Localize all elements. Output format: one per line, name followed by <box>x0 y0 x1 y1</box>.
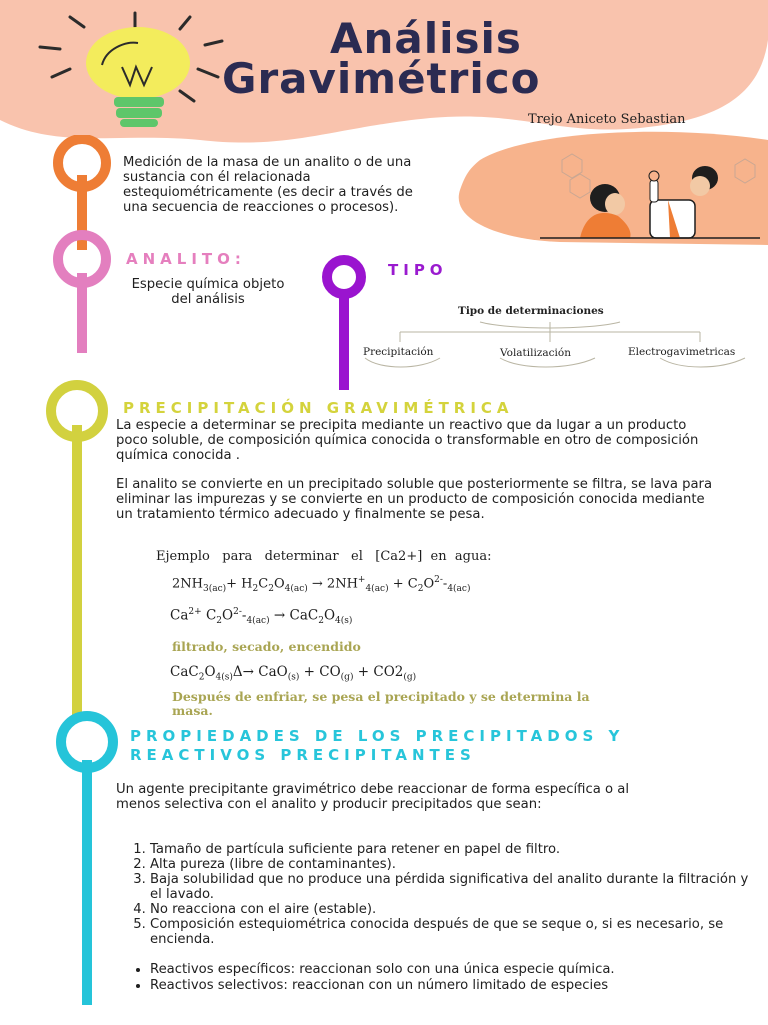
propiedades-intro: Un agente precipitante gravimétrico debe reaccionar de forma específica o al menos selectiva con el analito y producir precipitados que sean: <box>116 782 630 812</box>
final-note: Después de enfriar, se pesa el precipitado y se determina la masa. <box>172 689 590 718</box>
tree-item-volatilizacion: Volatilización <box>500 347 571 359</box>
lightbulb-icon <box>30 5 230 135</box>
equation-2: $Ca^{2+}$ $C_2O^{2-}-_{4(ac)} \to CaC_2O_{4(s)}$ <box>170 607 353 627</box>
tipo-heading: TIPO <box>388 261 448 279</box>
page-title-line2: Gravimétrico <box>222 54 541 103</box>
propiedades-heading: PROPIEDADES DE LOS PRECIPITADOS Y REACTIVOS PRECIPITANTES <box>130 727 625 764</box>
analito-heading: ANALITO: <box>126 250 246 268</box>
reactivos-list <box>116 962 710 993</box>
equation-1: $2NH_{3(ac)}+ H_2C_2O_{4(ac)} \to 2NH^+_{4(ac)} + C_2O^{2-}-_{4(ac)}$ <box>172 575 471 594</box>
property-item: 3. Baja solubilidad que no produce una pérdida significativa del analito durante la filtración y el lavado. <box>150 872 750 902</box>
step-note: filtrado, secado, encendido <box>172 639 361 654</box>
author-name: Trejo Aniceto Sebastian <box>528 112 686 127</box>
precipitacion-paragraph-2: El analito se convierte en un precipitado soluble que posteriormente se filtra, se lava para eliminar las impurezas y se convierte en un producto de composición conocida mediante un tratamiento térmico adecuado y finalmente se pesa. <box>116 477 713 522</box>
properties-list <box>116 842 750 947</box>
precipitacion-heading: PRECIPITACIÓN GRAVIMÉTRICA <box>123 399 514 417</box>
scientists-illustration <box>440 120 768 245</box>
analito-text: Especie química objeto del análisis <box>131 277 285 307</box>
intro-text: Medición de la masa de un analito o de una sustancia con él relacionada estequiométricamente (es decir a través de una secuencia de reacciones o procesos). <box>123 155 413 215</box>
reactivo-item: • Reactivos específicos: reaccionan solo con una única especie química. <box>150 962 710 977</box>
precipitacion-paragraph-1: La especie a determinar se precipita mediante un reactivo que da lugar a un producto poco soluble, de composición química conocida o transformable en otro de composición química conocida . <box>116 418 699 463</box>
page-title-line1: Análisis <box>330 14 522 63</box>
example-title: Ejemplo para determinar el [Ca2+] en agua: <box>156 549 492 564</box>
reactivo-item: • Reactivos selectivos: reaccionan con un número limitado de especies <box>150 978 710 993</box>
tree-item-precipitacion: Precipitación <box>363 346 434 358</box>
property-item: 2. Alta pureza (libre de contaminantes). <box>150 857 750 872</box>
property-item: 1. Tamaño de partícula suficiente para retener en papel de filtro. <box>150 842 750 857</box>
property-item: 4. No reacciona con el aire (estable). <box>150 902 750 917</box>
property-item: 5. Composición estequiométrica conocida después de que se seque o, si es necesario, se encienda. <box>150 917 750 947</box>
equation-3: $CaC_2O_{4(s)}\Delta\to CaO_{(s)} + CO_{(g)} + CO2_{(g)}$ <box>170 664 417 683</box>
tree-root: Tipo de determinaciones <box>458 305 604 317</box>
tree-item-electrogavimetricas: Electrogavimetricas <box>628 346 736 358</box>
